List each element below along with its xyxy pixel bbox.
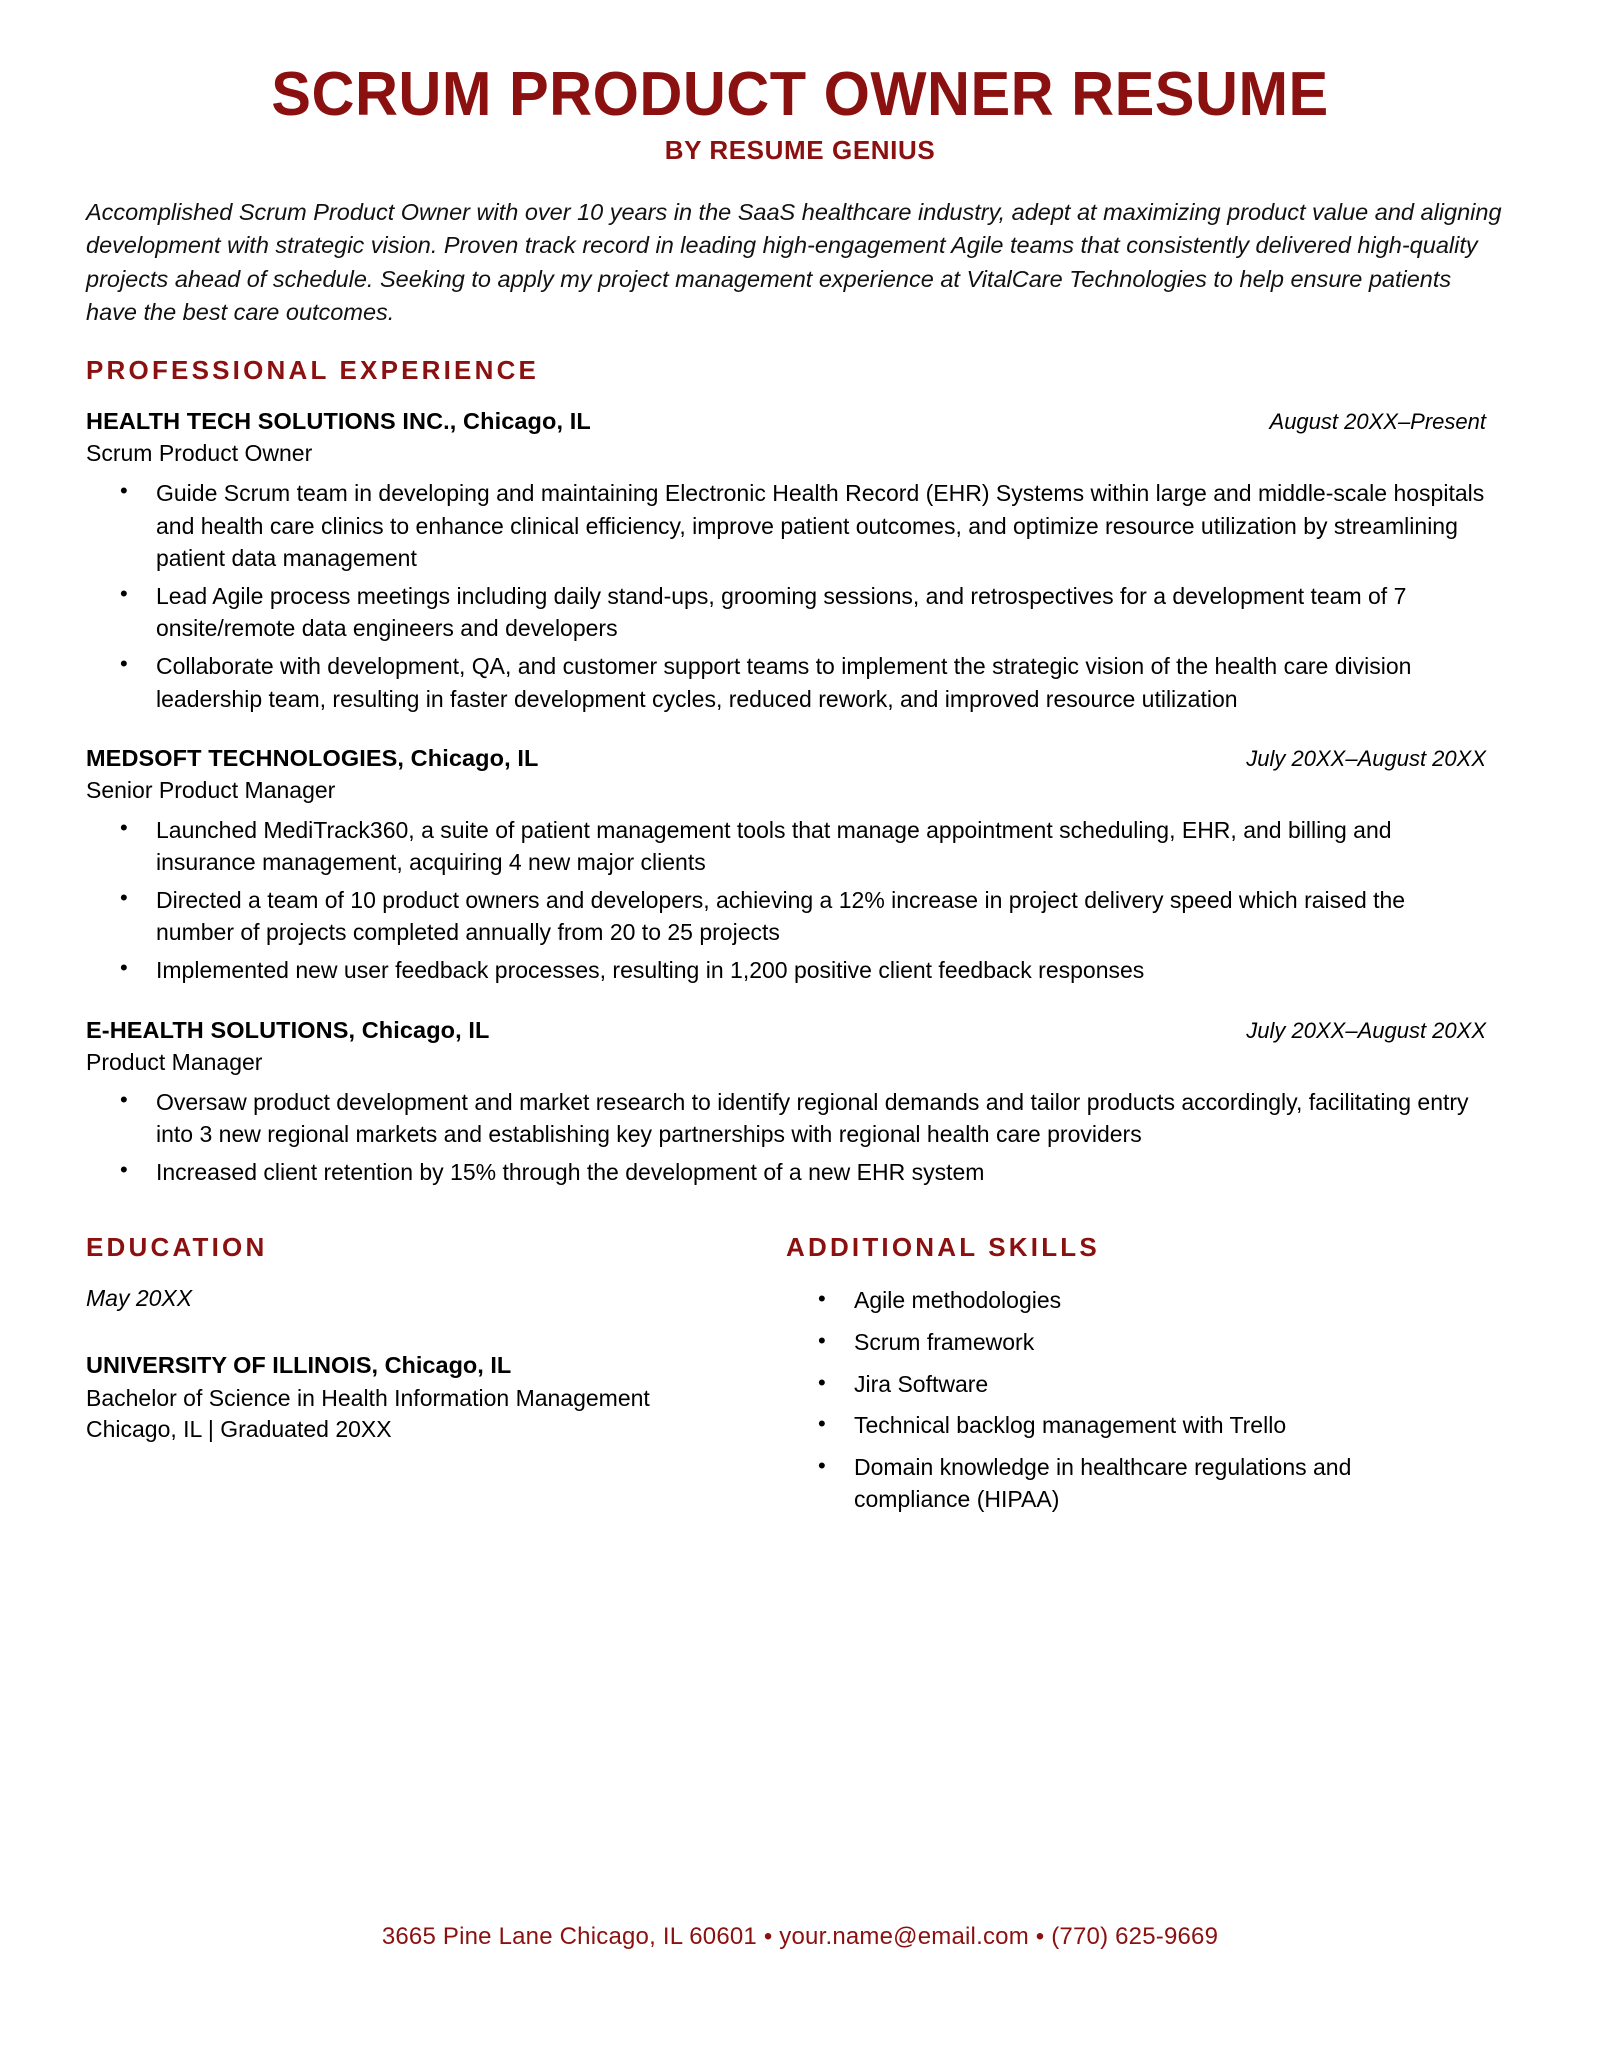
experience-entry-header bbox=[86, 408, 1514, 435]
employment-dates: July 20XX–August 20XX bbox=[1246, 745, 1486, 771]
experience-entry bbox=[86, 408, 1514, 714]
experience-entry bbox=[86, 1017, 1514, 1189]
experience-entry-header bbox=[86, 1017, 1514, 1044]
job-title: Scrum Product Owner bbox=[86, 440, 313, 467]
page-subtitle: BY RESUME GENIUS bbox=[664, 134, 936, 165]
section-heading-experience: PROFESSIONAL EXPERIENCE bbox=[86, 355, 540, 386]
education-degree: Bachelor of Science in Health Information Management bbox=[86, 1385, 650, 1412]
education-skills-row bbox=[86, 1218, 1514, 1525]
page-title: SCRUM PRODUCT OWNER RESUME bbox=[271, 60, 1329, 129]
list-item: • Implemented new user feedback processes, resulting in 1,200 positive client feedback responses bbox=[146, 954, 1514, 986]
list-item: • Increased client retention by 15% through the development of a new EHR system bbox=[146, 1156, 1514, 1188]
employer-name: MEDSOFT TECHNOLOGIES, Chicago, IL bbox=[86, 744, 539, 771]
section-heading-education: EDUCATION bbox=[86, 1232, 268, 1263]
list-item: • Technical backlog management with Trello bbox=[844, 1410, 1514, 1442]
education-column bbox=[86, 1218, 786, 1525]
list-item: • Directed a team of 10 product owners and developers, achieving a 12% increase in project delivery speed which raised the number of projects completed annually from 20 to 25 projects bbox=[146, 884, 1514, 948]
job-title: Senior Product Manager bbox=[86, 776, 336, 803]
experience-entry bbox=[86, 745, 1514, 987]
employment-dates: July 20XX–August 20XX bbox=[1246, 1017, 1486, 1043]
list-item: • Guide Scrum team in developing and maintaining Electronic Health Record (EHR) Systems within large and middle-scale hospitals and health care clinics to enhance clinical efficiency, improve patient outcomes, and optimize resource utilization by streamlining patient data management bbox=[146, 477, 1514, 574]
education-location-graduation: Chicago, IL | Graduated 20XX bbox=[86, 1416, 392, 1443]
list-item: • Collaborate with development, QA, and customer support teams to implement the strategic vision of the health care division leadership team, resulting in faster development cycles, reduced rework, and improved resource utilization bbox=[146, 650, 1514, 714]
professional-summary: Accomplished Scrum Product Owner with over 10 years in the SaaS healthcare industry, adept at maximizing product value and aligning development with strategic vision. Proven track record in leading high-engagement Agile teams that consistently delivered high-quality projects ahead of schedule. Seeking to apply my project management experience at VitalCare Technologies to help ensure patients have the best care outcomes. bbox=[86, 198, 1502, 326]
education-school: UNIVERSITY OF ILLINOIS, Chicago, IL bbox=[86, 1352, 512, 1379]
list-item: • Scrum framework bbox=[844, 1327, 1514, 1359]
responsibility-list bbox=[86, 814, 1514, 987]
employer-name: HEALTH TECH SOLUTIONS INC., Chicago, IL bbox=[86, 408, 591, 435]
section-heading-skills: ADDITIONAL SKILLS bbox=[786, 1232, 1100, 1263]
list-item: • Agile methodologies bbox=[844, 1285, 1514, 1317]
list-item: • Launched MediTrack360, a suite of patient management tools that manage appointment scheduling, EHR, and billing and insurance management, acquiring 4 new major clients bbox=[146, 814, 1514, 878]
responsibility-list bbox=[86, 1086, 1514, 1189]
skills-column bbox=[786, 1218, 1514, 1525]
employment-dates: August 20XX–Present bbox=[1269, 409, 1486, 435]
experience-entry-header bbox=[86, 745, 1514, 772]
responsibility-list bbox=[86, 477, 1514, 714]
employer-name: E-HEALTH SOLUTIONS, Chicago, IL bbox=[86, 1016, 490, 1043]
job-title: Product Manager bbox=[86, 1048, 263, 1075]
list-item: • Jira Software bbox=[844, 1369, 1514, 1401]
list-item: • Oversaw product development and market research to identify regional demands and tailor products accordingly, facilitating entry into 3 new regional markets and establishing key partnerships with regional health care providers bbox=[146, 1086, 1514, 1150]
contact-footer: 3665 Pine Lane Chicago, IL 60601 • your.name@email.com • (770) 625-9669 bbox=[381, 1923, 1219, 1950]
list-item: • Lead Agile process meetings including daily stand-ups, grooming sessions, and retrospectives for a development team of 7 onsite/remote data engineers and developers bbox=[146, 580, 1514, 644]
education-date: May 20XX bbox=[86, 1285, 193, 1312]
skills-list bbox=[786, 1285, 1514, 1515]
list-item: • Domain knowledge in healthcare regulations and compliance (HIPAA) bbox=[844, 1452, 1514, 1515]
